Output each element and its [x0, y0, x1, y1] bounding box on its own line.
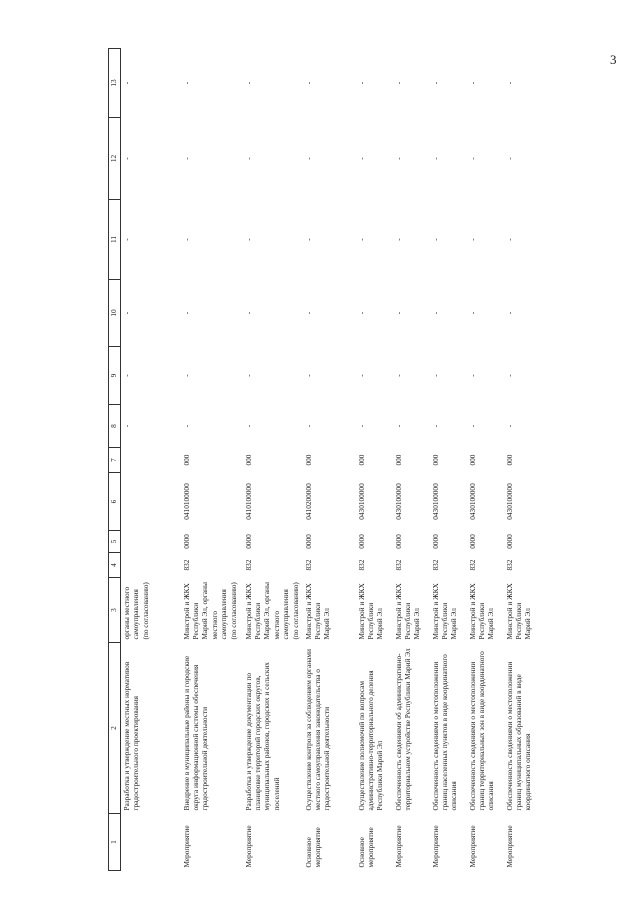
row-value-cell: -: [393, 157, 403, 160]
table-row: [467, 49, 504, 871]
table-row: [243, 49, 303, 871]
row-type-cell: Мероприятие: [430, 825, 440, 868]
table-row: [430, 49, 467, 871]
row-name-cell: Обеспеченность сведениями о местоположении границ населенных пунктов в виде координатного описания: [430, 654, 459, 811]
row-value-cell: -: [181, 157, 191, 160]
row-rzpr-cell: 0000: [430, 534, 440, 549]
row-name-cell: Обеспеченность сведениями о местоположении границ территориальных зон в виде координатного описания: [467, 651, 496, 811]
row-rzpr-cell: 0000: [393, 534, 403, 549]
row-type-cell: Мероприятие: [181, 825, 191, 868]
row-name-cell: Осуществление полномочий по вопросам административно-территориального деления Республики Марий Эл: [356, 670, 385, 811]
table-row: [181, 49, 243, 871]
rotated-table-container: [108, 49, 639, 871]
row-type-cell: Мероприятие: [467, 825, 477, 868]
row-value-cell: -: [303, 424, 313, 428]
row-value-cell: -: [430, 81, 440, 85]
table-row: [303, 49, 356, 871]
row-type-cell: Основное мероприятие: [303, 827, 322, 868]
row-value-cell: -: [243, 157, 253, 160]
row-rzpr-cell: 0000: [504, 534, 514, 549]
row-name-cell: Обеспеченность сведениями об административно-территориальном устройстве Республики Марий Эл: [393, 648, 412, 811]
program-table: [108, 48, 541, 871]
header-cell: 10: [109, 280, 121, 347]
row-executor-cell: Минстрой и ЖКХ Республики Марий Эл: [467, 583, 496, 640]
row-grbs-cell: 832: [181, 559, 191, 571]
row-value-cell: -: [356, 424, 366, 428]
row-value-cell: -: [356, 238, 366, 241]
row-value-cell: -: [504, 157, 514, 160]
row-value-cell: -: [122, 374, 131, 377]
row-csr-cell: 0430100000: [467, 483, 477, 520]
row-value-cell: -: [467, 238, 477, 241]
row-vr-cell: 000: [243, 454, 253, 466]
row-value-cell: -: [181, 311, 191, 315]
row-rzpr-cell: 0000: [243, 534, 253, 549]
table-header-row: [109, 49, 121, 871]
table-body: [121, 49, 541, 871]
row-value-cell: -: [356, 157, 366, 160]
row-csr-cell: 0410200000: [303, 483, 313, 520]
row-grbs-cell: 832: [467, 559, 477, 571]
table-row: [393, 49, 430, 871]
row-value-cell: -: [504, 374, 514, 377]
row-vr-cell: 000: [356, 454, 366, 466]
table-row: [356, 49, 393, 871]
row-executor-cell: Минстрой и ЖКХ Республики Марий Эл: [504, 583, 533, 640]
header-cell: 13: [109, 49, 121, 118]
row-csr-cell: 0430100000: [430, 483, 440, 520]
header-cell: 12: [109, 118, 121, 200]
row-value-cell: -: [243, 81, 253, 85]
row-type-cell: Мероприятие: [504, 825, 514, 868]
row-value-cell: -: [467, 311, 477, 315]
row-executor-cell: Минстрой и ЖКХ Республики Марий Эл, органы местного самоуправления (по согласованию): [243, 582, 300, 640]
row-value-cell: -: [303, 238, 313, 241]
row-rzpr-cell: 0000: [303, 534, 313, 549]
header-cell: 7: [109, 448, 121, 473]
row-grbs-cell: 832: [303, 559, 313, 571]
row-csr-cell: 0430100000: [393, 483, 403, 520]
row-type-cell: Мероприятие: [393, 825, 403, 868]
row-executor-cell: Минстрой и ЖКХ Республики Марий Эл: [356, 583, 385, 640]
page-number: 3: [610, 52, 617, 67]
row-value-cell: -: [430, 424, 440, 428]
row-value-cell: -: [393, 238, 403, 241]
row-executor-cell: органы местного самоуправления (по согласованию): [122, 582, 150, 640]
row-value-cell: -: [303, 157, 313, 160]
row-value-cell: -: [467, 81, 477, 85]
row-value-cell: -: [122, 424, 131, 428]
header-cell: 8: [109, 405, 121, 448]
row-rzpr-cell: 0000: [181, 534, 191, 549]
row-csr-cell: 0410100000: [181, 483, 191, 520]
row-value-cell: -: [243, 424, 253, 428]
row-grbs-cell: 832: [356, 559, 366, 571]
row-csr-cell: 0410100000: [243, 483, 253, 520]
row-name-cell: Разработка и утверждение документации по планировке территорий городских округов, муниципальных районов, городских и сельских поселений: [243, 662, 281, 811]
row-value-cell: -: [122, 238, 131, 241]
row-value-cell: -: [467, 374, 477, 377]
row-value-cell: -: [303, 374, 313, 377]
row-value-cell: -: [181, 238, 191, 241]
row-grbs-cell: 832: [243, 559, 253, 571]
header-cell: 11: [109, 200, 121, 280]
row-value-cell: -: [122, 157, 131, 160]
row-value-cell: -: [504, 424, 514, 428]
row-vr-cell: 000: [181, 454, 191, 466]
row-value-cell: -: [430, 374, 440, 377]
row-rzpr-cell: [121, 531, 181, 553]
row-value-cell: -: [181, 81, 191, 85]
row-vr-cell: [121, 448, 181, 473]
row-name-cell: Осуществление контроля за соблюдением органами местного самоуправления законодательства о градостроительной деятельности: [303, 649, 332, 811]
row-name-cell: Внедрение в муниципальные районы и городские округа информационной системы обеспечения градостроительной деятельности: [181, 655, 210, 811]
row-type-cell: [121, 814, 181, 871]
header-cell: 3: [109, 578, 121, 643]
row-value-cell: -: [393, 81, 403, 85]
row-vr-cell: 000: [467, 454, 477, 466]
row-value-cell: -: [243, 311, 253, 315]
row-grbs-cell: 832: [504, 559, 514, 571]
row-value-cell: -: [243, 374, 253, 377]
row-value-cell: -: [181, 424, 191, 428]
row-name-cell: Обеспеченность сведениями о местоположении границ муниципальных образований в виде координатного описания: [504, 661, 533, 811]
row-value-cell: -: [243, 238, 253, 241]
row-executor-cell: Минстрой и ЖКХ Республики Марий Эл: [430, 583, 459, 640]
row-type-cell: Мероприятие: [243, 825, 253, 868]
row-value-cell: -: [181, 374, 191, 377]
header-cell: 5: [109, 531, 121, 553]
row-vr-cell: 000: [303, 454, 313, 466]
row-vr-cell: 000: [430, 454, 440, 466]
row-vr-cell: 000: [504, 454, 514, 466]
row-executor-cell: Минстрой и ЖКХ Республики Марий Эл: [393, 583, 422, 640]
row-type-cell: Основное мероприятие: [356, 827, 375, 868]
row-name-cell: Разработка и утверждение местных нормативов градостроительного проектирования: [122, 661, 141, 811]
row-value-cell: -: [356, 81, 366, 85]
row-vr-cell: 000: [393, 454, 403, 466]
row-grbs-cell: 832: [393, 559, 403, 571]
header-cell: 2: [109, 643, 121, 814]
row-value-cell: -: [504, 238, 514, 241]
row-value-cell: -: [356, 311, 366, 315]
header-cell: 9: [109, 347, 121, 405]
row-value-cell: -: [356, 374, 366, 377]
row-rzpr-cell: 0000: [467, 534, 477, 549]
row-value-cell: -: [504, 81, 514, 85]
row-value-cell: -: [430, 311, 440, 315]
header-cell: 1: [109, 814, 121, 871]
row-value-cell: -: [430, 238, 440, 241]
row-executor-cell: Минстрой и ЖКХ Республики Марий Эл, органы местного самоуправления (по согласованию): [181, 582, 238, 640]
header-cell: 4: [109, 553, 121, 578]
row-executor-cell: Минстрой и ЖКХ Республики Марий Эл: [303, 583, 332, 640]
row-value-cell: -: [122, 311, 131, 315]
header-cell: 6: [109, 473, 121, 531]
row-value-cell: -: [430, 157, 440, 160]
row-value-cell: -: [303, 311, 313, 315]
row-value-cell: -: [393, 374, 403, 377]
row-rzpr-cell: 0000: [356, 534, 366, 549]
row-value-cell: -: [504, 311, 514, 315]
row-grbs-cell: [121, 553, 181, 578]
row-csr-cell: 0430100000: [356, 483, 366, 520]
table-row: [504, 49, 541, 871]
row-value-cell: -: [122, 81, 131, 85]
row-value-cell: -: [467, 424, 477, 428]
row-value-cell: -: [303, 81, 313, 85]
row-csr-cell: 0430100000: [504, 483, 514, 520]
row-csr-cell: [121, 473, 181, 531]
row-value-cell: -: [393, 424, 403, 428]
row-value-cell: -: [393, 311, 403, 315]
row-value-cell: -: [467, 157, 477, 160]
table-row: [121, 49, 181, 871]
row-grbs-cell: 832: [430, 559, 440, 571]
